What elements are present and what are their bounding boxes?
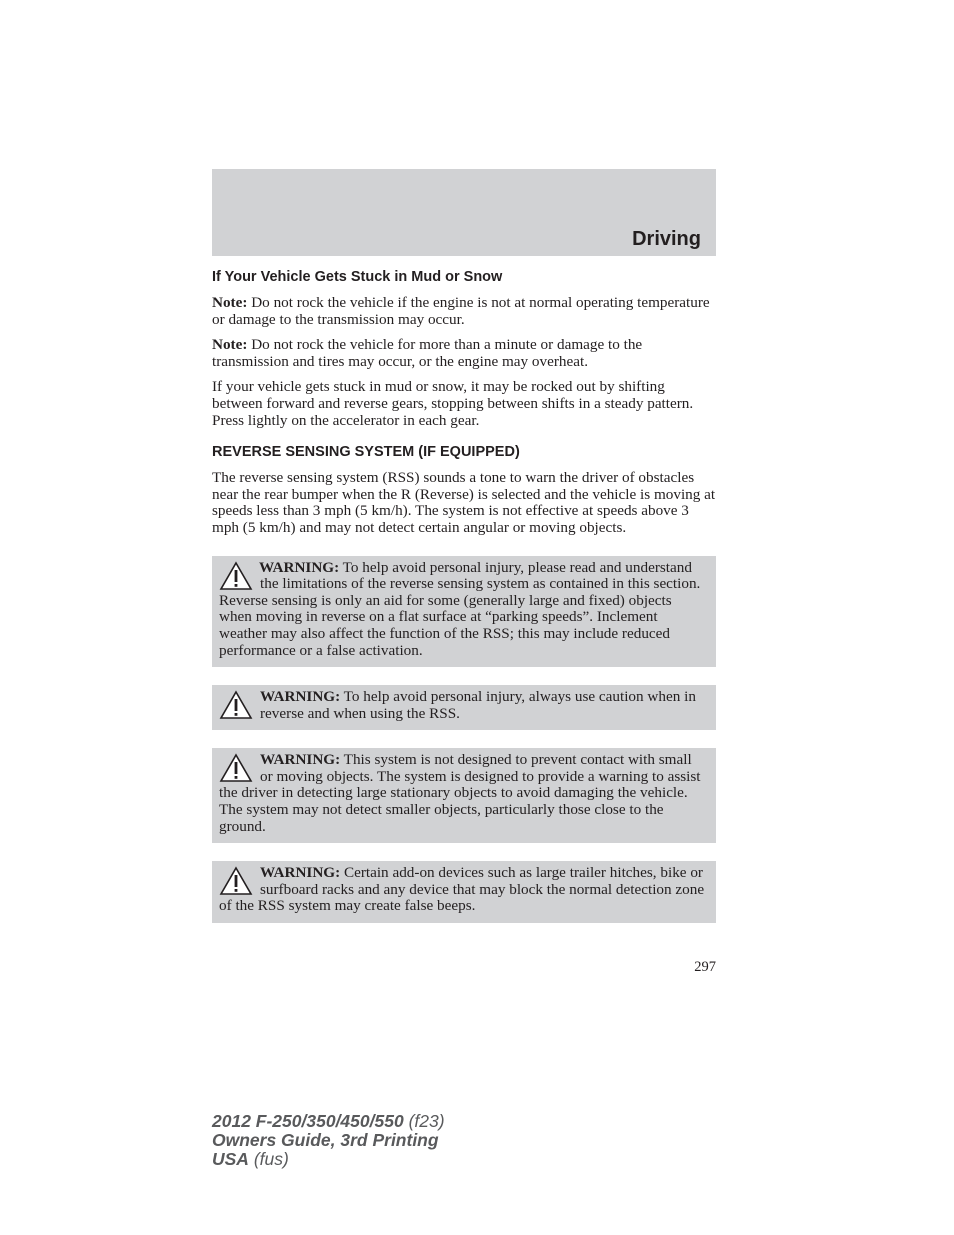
note-label: Note:: [212, 336, 248, 354]
page-number: 297: [694, 959, 716, 975]
warning-text: Certain add-on devices such as large trailer hitches, bike or surfboard racks and any device that may block the normal detection zone of the RSS system may create false beeps.: [219, 864, 705, 915]
warning-box: [212, 685, 716, 730]
note-paragraph: [212, 337, 716, 370]
warning-label: WARNING:: [260, 751, 341, 769]
warning-triangle-icon: [219, 866, 253, 896]
warning-triangle-icon: [219, 561, 253, 591]
stuck-body: If your vehicle gets stuck in mud or snow, it may be rocked out by shifting between forward and reverse gears, stopping between shifts in a steady pattern. Press lightly on the accelerator in each gear.: [212, 378, 694, 429]
warning-box: [212, 861, 716, 923]
page-content: [212, 268, 716, 941]
warning-box: [212, 556, 716, 668]
warning-text: To help avoid personal injury, please read and understand the limitations of the reverse sensing system as contained in this section. Reverse sensing is only an aid for some (generally large and fixed) objects when moving in reverse on a flat surface at “parking speeds”. Inclement weather may also affect the function of the RSS; this may include reduced performance or a false activation.: [219, 558, 701, 659]
warning-label: WARNING:: [259, 558, 340, 576]
note-text: Do not rock the vehicle for more than a minute or damage to the transmission and tires may occur, or the engine may overheat.: [212, 336, 643, 370]
warning-triangle-icon: [219, 753, 253, 783]
warning-text: To help avoid personal injury, always use caution when in reverse and when using the RSS.: [260, 688, 696, 722]
warning-label: WARNING:: [260, 864, 341, 882]
note-paragraph: [212, 295, 716, 328]
footer-model-code: (f23): [403, 1111, 445, 1131]
footer-model: 2012 F-250/350/450/550: [212, 1111, 404, 1131]
section-header-band: [212, 169, 716, 256]
note-label: Note:: [212, 294, 248, 311]
section-title: Driving: [632, 228, 701, 250]
warning-box: [212, 748, 716, 843]
note-text: Do not rock the vehicle if the engine is not at normal operating temperature or damage to the transmission may occur.: [212, 294, 710, 328]
warning-label: WARNING:: [260, 688, 341, 706]
footer-line-model: [212, 1112, 445, 1131]
footer-market-code: (fus): [248, 1149, 289, 1169]
footer-market: USA: [212, 1149, 249, 1169]
document-footer: [212, 1112, 445, 1169]
warning-triangle-icon: [219, 690, 253, 720]
footer-line-guide: Owners Guide, 3rd Printing: [212, 1130, 439, 1150]
rss-heading: REVERSE SENSING SYSTEM (IF EQUIPPED): [212, 444, 520, 461]
footer-line-market: [212, 1150, 445, 1169]
warning-text: This system is not designed to prevent contact with small or moving objects. The system is designed to provide a warning to assist the driver in detecting large stationary objects to avoid damaging the vehicle. The system may not detect smaller objects, particularly those close to the ground.: [219, 751, 701, 835]
stuck-heading: If Your Vehicle Gets Stuck in Mud or Snow: [212, 269, 503, 285]
rss-body: The reverse sensing system (RSS) sounds a tone to warn the driver of obstacles near the rear bumper when the R (Reverse) is selected and the vehicle is moving at speeds less than 3 mph (5 km/h). The system is not effective at speeds above 3 mph (5 km/h) and may not detect certain angular or moving objects.: [212, 469, 716, 536]
